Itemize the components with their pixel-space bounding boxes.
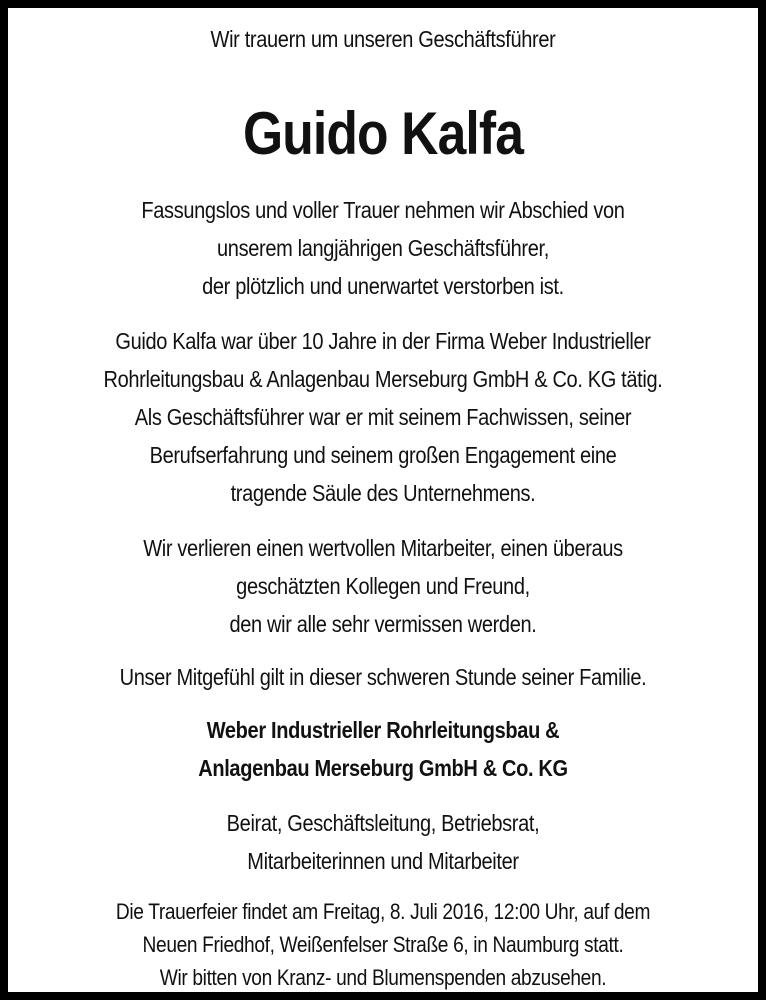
funeral-line-1: Die Trauerfeier findet am Freitag, 8. Juli 2016, 12:00 Uhr, auf dem bbox=[115, 899, 651, 924]
paragraph3-line-1: Wir verlieren einen wertvollen Mitarbeiter, einen überaus bbox=[143, 535, 623, 561]
paragraph3-line-2: geschätzten Kollegen und Freund, bbox=[236, 573, 530, 599]
paragraph2-line-4: Berufserfahrung und seinem großen Engagement eine bbox=[149, 442, 617, 468]
paragraph2-line-3: Als Geschäftsführer war er mit seinem Fachwissen, seiner bbox=[134, 404, 632, 430]
paragraph1-line-3: der plötzlich und unerwartet verstorben ist. bbox=[202, 273, 564, 299]
intro-line: Wir trauern um unseren Geschäftsführer bbox=[210, 26, 556, 52]
paragraph1-line-1: Fassungslos und voller Trauer nehmen wir Abschied von bbox=[141, 197, 625, 223]
signatories-line-2: Mitarbeiterinnen und Mitarbeiter bbox=[247, 848, 519, 874]
paragraph2-line-5: tragende Säule des Unternehmens. bbox=[230, 480, 536, 506]
paragraph2-line-2: Rohrleitungsbau & Anlagenbau Merseburg GmbH & Co. KG tätig. bbox=[103, 366, 663, 392]
funeral-line-3: Wir bitten von Kranz- und Blumenspenden abzusehen. bbox=[159, 965, 607, 990]
paragraph3-line-3: den wir alle sehr vermissen werden. bbox=[229, 611, 537, 637]
funeral-line-2: Neuen Friedhof, Weißenfelser Straße 6, in Naumburg statt. bbox=[142, 932, 624, 957]
company-line-2: Anlagenbau Merseburg GmbH & Co. KG bbox=[198, 755, 568, 781]
signatories-line-1: Beirat, Geschäftsleitung, Betriebsrat, bbox=[226, 810, 540, 836]
paragraph1-line-2: unserem langjährigen Geschäftsführer, bbox=[217, 235, 549, 261]
paragraph2-line-1: Guido Kalfa war über 10 Jahre in der Firma Weber Industrieller bbox=[115, 328, 651, 354]
paragraph4-line: Unser Mitgefühl gilt in dieser schweren Stunde seiner Familie. bbox=[119, 664, 647, 690]
company-line-1: Weber Industrieller Rohrleitungsbau & bbox=[206, 717, 560, 743]
deceased-name: Guido Kalfa bbox=[242, 100, 524, 167]
